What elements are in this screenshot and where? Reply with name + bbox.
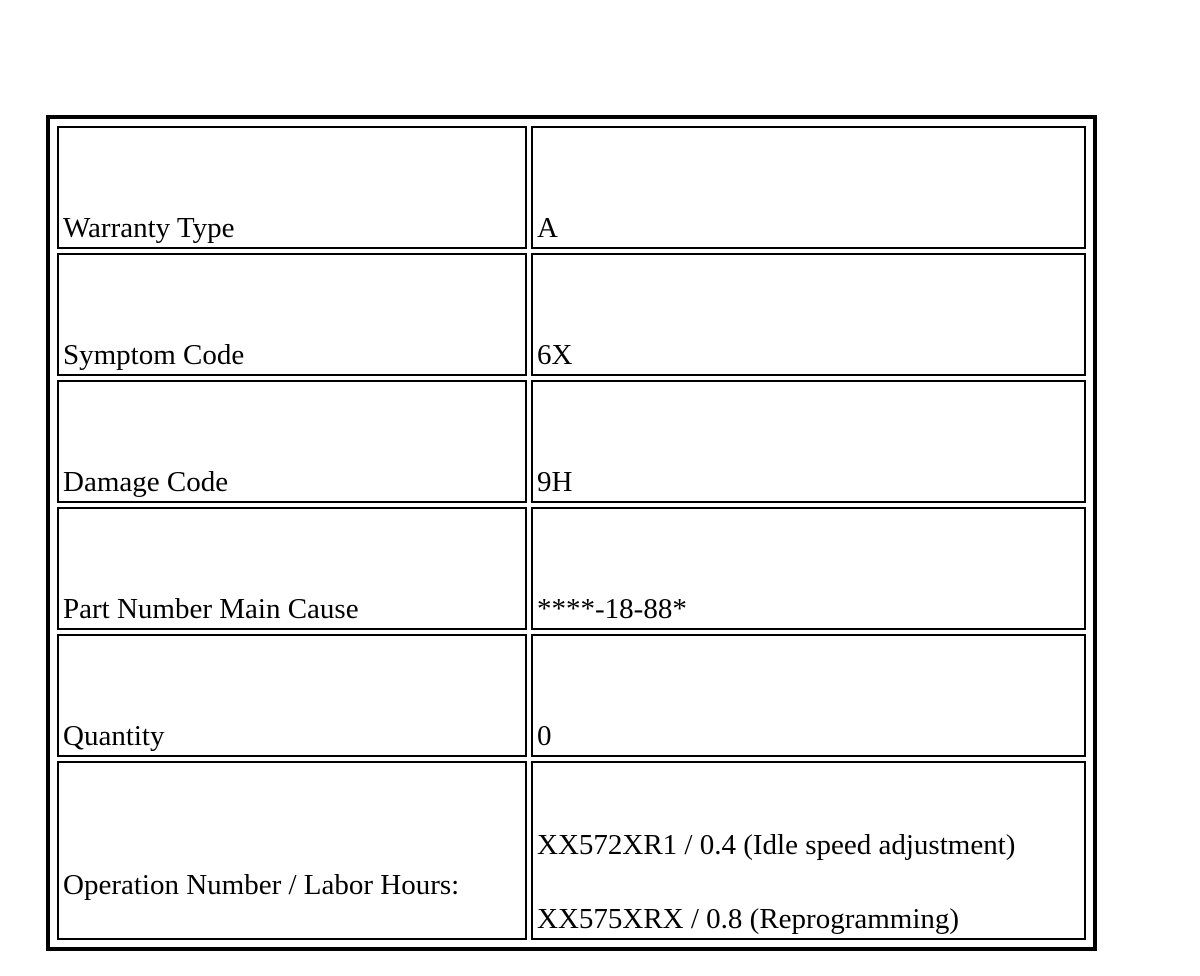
field-value-list [531, 761, 1086, 940]
field-label: Damage Code [57, 380, 527, 503]
table-row-operation-labor [57, 761, 1086, 940]
field-label: Quantity [57, 634, 527, 757]
table-row-quantity [57, 634, 1086, 757]
field-label: Operation Number / Labor Hours: [57, 761, 527, 940]
operation-entry: XX575XRX / 0.8 (Reprogramming) [537, 903, 960, 935]
table-row-warranty-type [57, 126, 1086, 249]
claim-fields-table [53, 122, 1090, 944]
operation-entry: XX572XR1 / 0.4 (Idle speed adjustment) [537, 829, 1016, 861]
field-value: A [531, 126, 1086, 249]
field-label: Symptom Code [57, 253, 527, 376]
table-row-part-number [57, 507, 1086, 630]
table-row-damage-code [57, 380, 1086, 503]
warranty-claim-table [46, 115, 1097, 951]
field-value: 0 [531, 634, 1086, 757]
field-value: 6X [531, 253, 1086, 376]
field-value: ****-18-88* [531, 507, 1086, 630]
table-row-symptom-code [57, 253, 1086, 376]
field-value: 9H [531, 380, 1086, 503]
field-label: Part Number Main Cause [57, 507, 527, 630]
field-label: Warranty Type [57, 126, 527, 249]
